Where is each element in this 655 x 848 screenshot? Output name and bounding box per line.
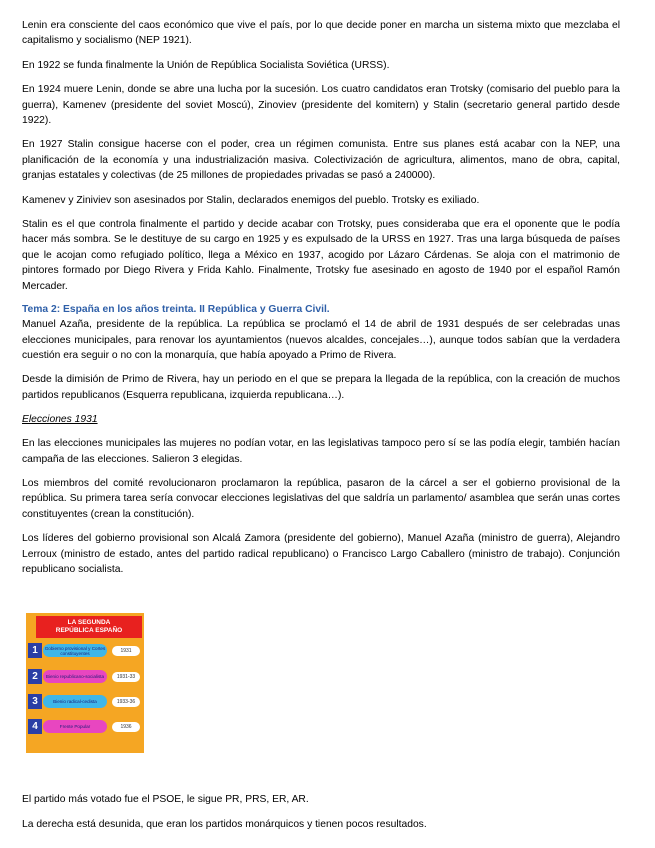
row-year: 1931-33 bbox=[112, 672, 140, 682]
figure-container bbox=[22, 586, 620, 792]
document-page bbox=[22, 18, 620, 841]
paragraph-kamenev: Kamenev y Ziniviev son asesinados por Stalin, declarados enemigos del pueblo. Trotsky es exiliado. bbox=[22, 194, 480, 206]
row-year: 1933-36 bbox=[112, 697, 140, 707]
paragraph-lideres: Los líderes del gobierno provisional son Alcalá Zamora (presidente del gobierno), Manuel Azaña (ministro de guerra), Alejandro Lerroux (ministro de estado, antes del partido radical republicano) o Francisco Largo Caballero (ministro de trabajo). Conjunción republicano socialista. bbox=[22, 533, 620, 575]
paragraph-stalin-power: En 1927 Stalin consigue hacerse con el poder, crea un régimen comunista. Entre sus planes está acabar con la NEP, una planificación de la economía y una industrialización masiva. Colectivización de agricultura, alimentos, mano de obra, capital, granjas estatales y colectivas (de 25 millones de propiedades privadas se pasó a 240000). bbox=[22, 139, 620, 182]
segunda-republica-infographic bbox=[26, 613, 144, 753]
section-heading: Tema 2: España en los años treinta. II República y Guerra Civil. bbox=[22, 304, 330, 316]
row-number: 1 bbox=[28, 643, 42, 658]
row-label: Frente Popular bbox=[43, 720, 107, 733]
paragraph-mujeres: En las elecciones municipales las mujeres no podían votar, en las legislativas tampoco pero sí se las podía elegir, también hacían campaña de las elecciones. Salieron 3 elegidas. bbox=[22, 438, 620, 465]
row-label: Bienio republicano-socialista bbox=[43, 670, 107, 683]
infographic-title-line2: REPÚBLICA ESPAÑO bbox=[55, 626, 123, 634]
row-year: 1931 bbox=[112, 646, 140, 656]
paragraph-nep: Lenin era consciente del caos económico que vive el país, por lo que decide poner en marcha un sistema mixto que mezclaba el capitalismo y socialismo (NEP 1921). bbox=[22, 20, 620, 47]
subheading-elecciones: Elecciones 1931 bbox=[22, 414, 98, 426]
paragraph-derecha: La derecha está desunida, que eran los partidos monárquicos y tienen pocos resultados. bbox=[22, 818, 427, 830]
infographic-row bbox=[28, 669, 142, 684]
paragraph-lenin-death: En 1924 muere Lenin, donde se abre una lucha por la sucesión. Los cuatro candidatos eran Trotsky (comisario del pueblo para la guerra), Kamenev (presidente del soviet Moscú), Zinoviev (presidente del komitern) y Stalin (secretario general partido desde 1922). bbox=[22, 84, 620, 127]
paragraph-comite: Los miembros del comité revolucionaron proclamaron la república, pasaron de la cárcel a ser el gobierno provisional de la república. Su primera tarea sería convocar elecciones legislativas del que saldría un parlamento/ asamblea que serán unas cortes constituyentes (crean la constitución). bbox=[22, 477, 620, 520]
row-number: 4 bbox=[28, 719, 42, 734]
row-label: Bienio radical-cedista bbox=[43, 695, 107, 708]
infographic-row bbox=[28, 694, 142, 709]
paragraph-azana: Manuel Azaña, presidente de la república. La república se proclamó el 14 de abril de 1931 después de ser celebradas unas elecciones municipales, para renovar los ayuntamientos (nuevos alcaldes, concejales…), aunque todos sabían que la verdadera cuestión era seguir o no con la monarquía, que había apoyado a Primo de Rivera. bbox=[22, 319, 620, 361]
row-number: 3 bbox=[28, 694, 42, 709]
row-year: 1936 bbox=[112, 722, 140, 732]
row-label: Gobierno provisional y Cortes constituyentes bbox=[44, 645, 106, 656]
infographic-title bbox=[36, 616, 142, 638]
paragraph-urss: En 1922 se funda finalmente la Unión de República Socialista Soviética (URSS). bbox=[22, 59, 390, 71]
row-number: 2 bbox=[28, 669, 42, 684]
infographic-row bbox=[28, 643, 142, 658]
infographic-title-line1: LA SEGUNDA bbox=[67, 619, 111, 627]
paragraph-primo-rivera: Desde la dimisión de Primo de Rivera, hay un periodo en el que se prepara la llegada de la república, con la creación de muchos partidos republicanos (Esquerra republicana, izquierda republicana…). bbox=[22, 374, 620, 401]
infographic-row bbox=[28, 719, 142, 734]
paragraph-trotsky: Stalin es el que controla finalmente el partido y decide acabar con Trotsky, pues consideraba que era el oponente que le podía hacer más sombra. Se le destituye de su cargo en 1925 y es expulsado de la URSS en 1927. Tras una larga búsqueda de países que le acojan como refugiado político, llega a México en 1937, acogido por Lázaro Cárdenas. Se aloja con el matrimonio de pintores formado por Diego Rivera y Frida Kahlo. Finalmente, Trotsky fue asesinado en agosto de 1940 por el español Ramón Mercader. bbox=[22, 219, 620, 292]
paragraph-psoe: El partido más votado fue el PSOE, le sigue PR, PRS, ER, AR. bbox=[22, 794, 309, 806]
